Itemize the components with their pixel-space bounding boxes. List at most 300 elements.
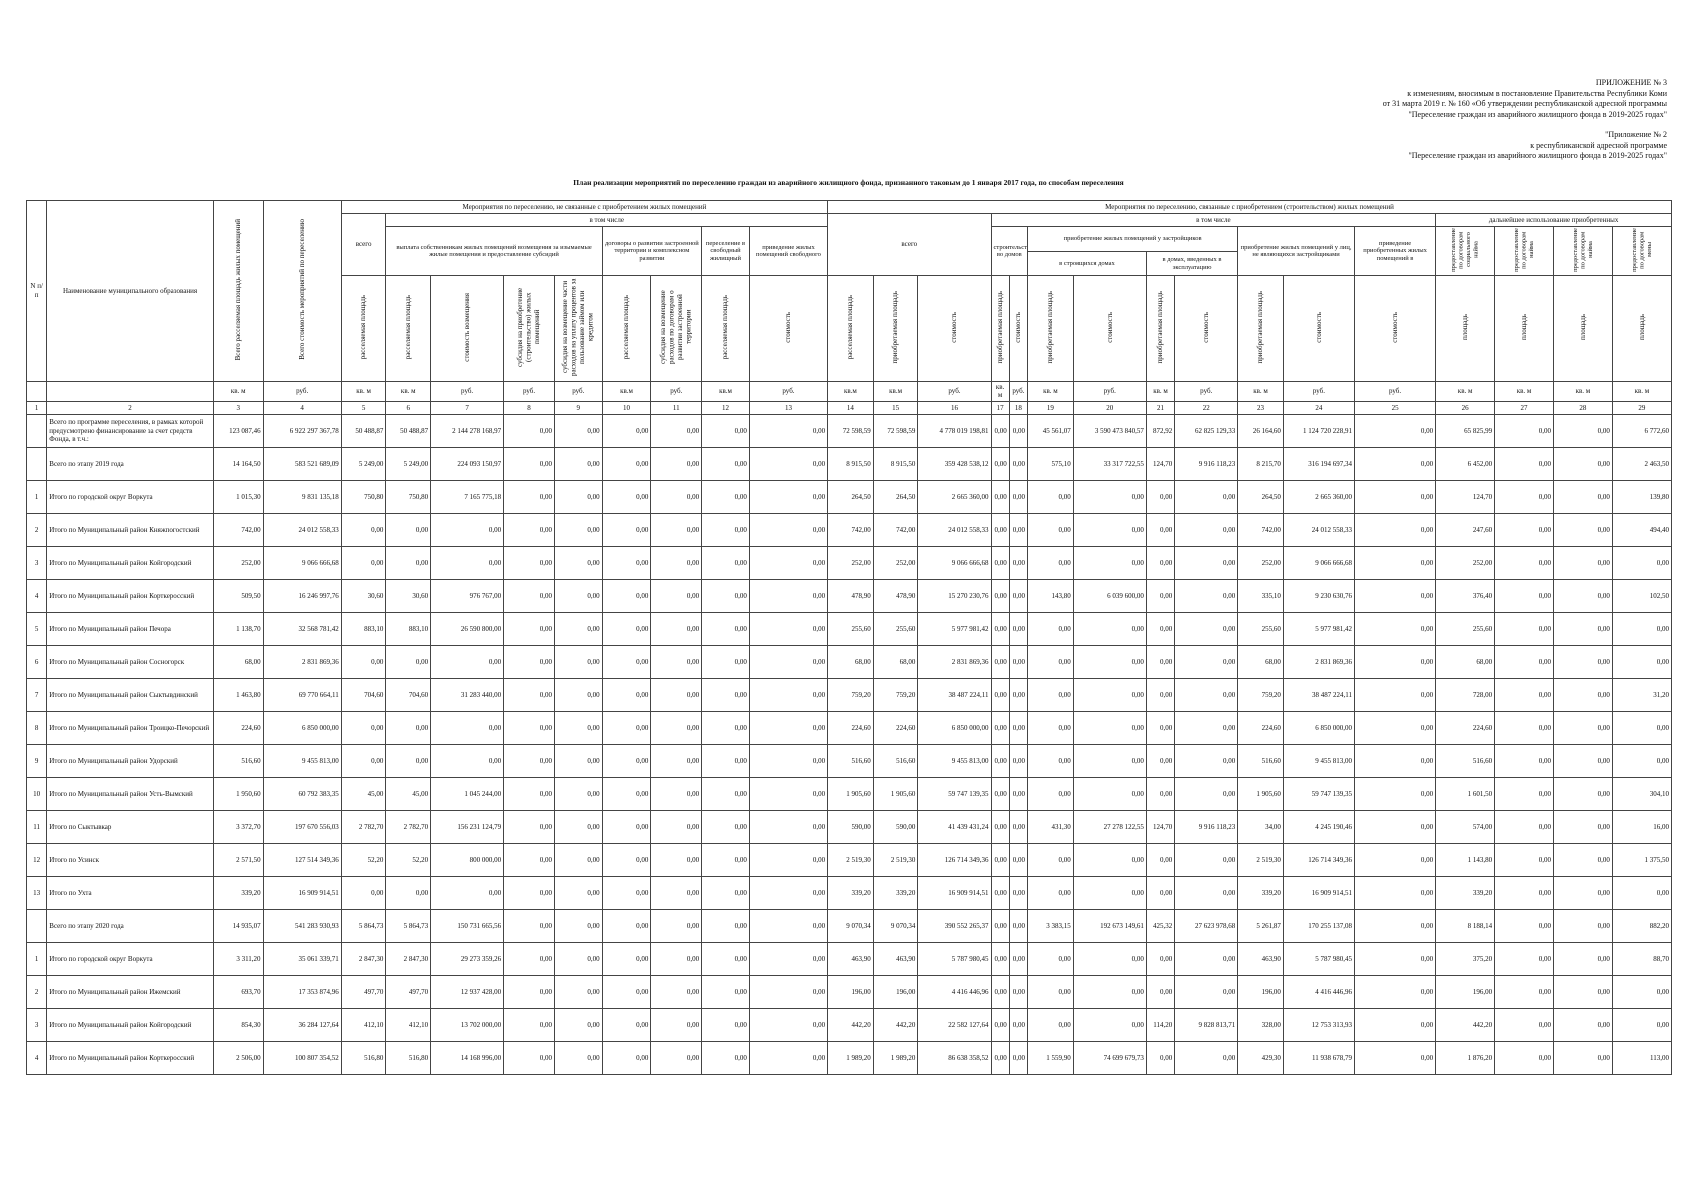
row-value: 516,60 — [1436, 744, 1495, 777]
row-value: 0,00 — [702, 909, 750, 942]
row-value: 0,00 — [1612, 975, 1671, 1008]
row-value: 68,00 — [828, 645, 874, 678]
row-value: 0,00 — [1495, 942, 1554, 975]
row-value: 0,00 — [1612, 1008, 1671, 1041]
row-value: 0,00 — [1028, 843, 1074, 876]
header-vsego: всего — [341, 214, 386, 276]
row-value: 124,70 — [1146, 447, 1174, 480]
row-value: 1 905,60 — [1238, 777, 1284, 810]
row-value: 0,00 — [1495, 744, 1554, 777]
row-value: 5 787 980,45 — [918, 942, 991, 975]
header-c10: расселяемая площадь — [602, 276, 651, 382]
row-value: 14 935,07 — [213, 909, 263, 942]
row-value: 1 989,20 — [828, 1041, 874, 1074]
row-value: 255,60 — [1436, 612, 1495, 645]
row-value: 1 015,30 — [213, 480, 263, 513]
row-value: 0,00 — [749, 942, 827, 975]
row-value: 0,00 — [1175, 579, 1238, 612]
column-number: 24 — [1283, 401, 1354, 414]
row-number: 1 — [27, 480, 47, 513]
row-value: 339,20 — [828, 876, 874, 909]
row-value: 0,00 — [1175, 678, 1238, 711]
row-value: 0,00 — [1009, 645, 1027, 678]
unit-cell: руб. — [504, 381, 555, 401]
row-value: 0,00 — [1495, 909, 1554, 942]
row-value: 50 488,87 — [386, 414, 431, 447]
row-value: 16,00 — [1612, 810, 1671, 843]
row-value: 7 165 775,18 — [431, 480, 504, 513]
row-value: 0,00 — [1495, 546, 1554, 579]
row-value: 0,00 — [504, 777, 555, 810]
row-value: 0,00 — [1146, 513, 1174, 546]
row-value: 509,50 — [213, 579, 263, 612]
unit-cell: кв. м — [341, 381, 386, 401]
row-value: 0,00 — [651, 975, 702, 1008]
row-value: 0,00 — [702, 777, 750, 810]
row-value: 0,00 — [991, 447, 1009, 480]
column-number: 1 — [27, 401, 47, 414]
row-value: 32 568 781,42 — [263, 612, 341, 645]
unit-cell: руб. — [1073, 381, 1146, 401]
row-value: 59 747 139,35 — [918, 777, 991, 810]
row-value: 9 831 135,18 — [263, 480, 341, 513]
unit-cell: кв. м — [1238, 381, 1284, 401]
row-value: 304,10 — [1612, 777, 1671, 810]
row-value: 0,00 — [749, 777, 827, 810]
row-value: 0,00 — [1553, 744, 1612, 777]
row-value: 38 487 224,11 — [918, 678, 991, 711]
row-value: 252,00 — [1436, 546, 1495, 579]
row-value: 0,00 — [991, 711, 1009, 744]
row-value: 0,00 — [602, 645, 651, 678]
row-value: 9 070,34 — [873, 909, 918, 942]
row-value: 114,20 — [1146, 1008, 1174, 1041]
row-value: 0,00 — [386, 744, 431, 777]
row-value: 1 559,90 — [1028, 1041, 1074, 1074]
row-value: 0,00 — [702, 711, 750, 744]
row-value: 255,60 — [873, 612, 918, 645]
row-value: 124,70 — [1436, 480, 1495, 513]
row-value: 516,60 — [213, 744, 263, 777]
table-row — [27, 678, 1672, 711]
row-value: 583 521 689,09 — [263, 447, 341, 480]
row-value: 0,00 — [749, 678, 827, 711]
row-value: 5 977 981,42 — [918, 612, 991, 645]
row-value: 0,00 — [1495, 447, 1554, 480]
row-value: 0,00 — [1175, 546, 1238, 579]
unit-cell-empty — [27, 381, 47, 401]
row-value: 0,00 — [1495, 612, 1554, 645]
row-value: 0,00 — [702, 414, 750, 447]
row-value: 0,00 — [1028, 876, 1074, 909]
row-value: 0,00 — [1146, 777, 1174, 810]
row-value: 0,00 — [1146, 546, 1174, 579]
row-value: 27 623 978,68 — [1175, 909, 1238, 942]
row-value: 0,00 — [749, 1008, 827, 1041]
row-value: 224,60 — [828, 711, 874, 744]
row-value: 9 916 118,23 — [1175, 447, 1238, 480]
row-value: 6 772,60 — [1612, 414, 1671, 447]
row-value: 0,00 — [1009, 513, 1027, 546]
row-value: 68,00 — [1436, 645, 1495, 678]
row-value: 390 552 265,37 — [918, 909, 991, 942]
row-value: 0,00 — [651, 1008, 702, 1041]
row-value: 2 519,30 — [1238, 843, 1284, 876]
row-value: 1 905,60 — [828, 777, 874, 810]
row-value: 0,00 — [1009, 447, 1027, 480]
row-value: 0,00 — [1073, 513, 1146, 546]
row-value: 224 093 150,97 — [431, 447, 504, 480]
unit-cell: кв. м — [213, 381, 263, 401]
row-value: 252,00 — [1238, 546, 1284, 579]
row-value: 4 778 019 198,81 — [918, 414, 991, 447]
row-value: 0,00 — [991, 909, 1009, 942]
row-value: 0,00 — [1553, 414, 1612, 447]
row-number: 2 — [27, 513, 47, 546]
plan-table — [26, 200, 1672, 1075]
table-row — [27, 612, 1672, 645]
row-value: 0,00 — [431, 876, 504, 909]
row-value: 9 066 666,68 — [1283, 546, 1354, 579]
row-value: 0,00 — [1495, 876, 1554, 909]
row-value: 704,60 — [341, 678, 386, 711]
row-value: 0,00 — [341, 513, 386, 546]
row-value: 0,00 — [1028, 777, 1074, 810]
column-number: 17 — [991, 401, 1009, 414]
row-value: 45,00 — [386, 777, 431, 810]
row-value: 0,00 — [991, 1008, 1009, 1041]
unit-cell: руб. — [263, 381, 341, 401]
row-value: 4 416 446,96 — [1283, 975, 1354, 1008]
row-value: 516,60 — [1238, 744, 1284, 777]
row-value: 8 215,70 — [1238, 447, 1284, 480]
row-value: 0,00 — [554, 645, 602, 678]
document-title: План реализации мероприятий по переселению граждан из аварийного жилищного фонда, признанного таковым до 1 января 2017 года, по способам переселения — [573, 178, 1124, 187]
row-value: 16 246 997,76 — [263, 579, 341, 612]
row-value: 0,00 — [602, 942, 651, 975]
row-value: 0,00 — [1175, 843, 1238, 876]
header-vsego2: всего — [828, 214, 991, 276]
table-row — [27, 810, 1672, 843]
row-name: Итого по Муниципальный район Койгородский — [47, 1008, 214, 1041]
row-value: 0,00 — [1612, 645, 1671, 678]
table-row — [27, 414, 1672, 447]
row-value: 359 428 538,12 — [918, 447, 991, 480]
row-value: 150 731 665,56 — [431, 909, 504, 942]
row-value: 0,00 — [554, 546, 602, 579]
row-value: 0,00 — [386, 645, 431, 678]
header-bring-acq: приведение приобретенных жилых помещений в — [1354, 227, 1435, 276]
column-number: 29 — [1612, 401, 1671, 414]
column-number: 18 — [1009, 401, 1027, 414]
row-value: 0,00 — [504, 744, 555, 777]
row-value: 429,30 — [1238, 1041, 1284, 1074]
row-value: 126 714 349,36 — [1283, 843, 1354, 876]
row-value: 0,00 — [1073, 645, 1146, 678]
row-value: 0,00 — [1175, 744, 1238, 777]
row-value: 2 519,30 — [828, 843, 874, 876]
row-value: 192 673 149,61 — [1073, 909, 1146, 942]
unit-cell: кв. м — [1553, 381, 1612, 401]
row-value: 0,00 — [504, 447, 555, 480]
unit-cell-empty — [47, 381, 214, 401]
row-value: 264,50 — [828, 480, 874, 513]
row-value: 2 847,30 — [341, 942, 386, 975]
row-value: 9 066 666,68 — [918, 546, 991, 579]
row-number: 13 — [27, 876, 47, 909]
row-name: Итого по Муниципальный район Удорский — [47, 744, 214, 777]
row-name: Итого по Ухта — [47, 876, 214, 909]
row-value: 6 850 000,00 — [263, 711, 341, 744]
row-value: 0,00 — [1009, 480, 1027, 513]
row-value: 3 383,15 — [1028, 909, 1074, 942]
header-group-acq: Мероприятия по переселению, связанные с приобретением (строительством) жилых помещений — [828, 201, 1672, 214]
row-value: 0,00 — [1146, 678, 1174, 711]
row-value: 2 506,00 — [213, 1041, 263, 1074]
column-number: 9 — [554, 401, 602, 414]
row-value: 0,00 — [504, 513, 555, 546]
row-value: 883,10 — [341, 612, 386, 645]
row-value: 0,00 — [1028, 744, 1074, 777]
row-value: 113,00 — [1612, 1041, 1671, 1074]
header-group-not-acq: Мероприятия по переселению, не связанные с приобретением жилых помещений — [341, 201, 827, 214]
row-value: 0,00 — [1009, 1041, 1027, 1074]
row-value: 0,00 — [1028, 942, 1074, 975]
row-value: 442,20 — [873, 1008, 918, 1041]
row-value: 8 915,50 — [873, 447, 918, 480]
row-value: 0,00 — [554, 414, 602, 447]
row-value: 0,00 — [554, 480, 602, 513]
row-value: 0,00 — [1495, 579, 1554, 612]
row-value: 0,00 — [1553, 480, 1612, 513]
row-value: 463,90 — [828, 942, 874, 975]
column-number: 13 — [749, 401, 827, 414]
row-value: 0,00 — [504, 480, 555, 513]
row-value: 0,00 — [554, 777, 602, 810]
header-c14: расселяемая площадь — [828, 276, 874, 382]
row-value: 0,00 — [554, 612, 602, 645]
row-value: 0,00 — [651, 810, 702, 843]
row-value: 0,00 — [504, 942, 555, 975]
row-value: 6 922 297 367,78 — [263, 414, 341, 447]
row-value: 0,00 — [504, 546, 555, 579]
row-number — [27, 447, 47, 480]
row-value: 0,00 — [1073, 546, 1146, 579]
row-value: 0,00 — [749, 711, 827, 744]
row-value: 27 278 122,55 — [1073, 810, 1146, 843]
column-number: 3 — [213, 401, 263, 414]
header-c5: расселяемая площадь — [341, 276, 386, 382]
column-numbers-row — [27, 401, 1672, 414]
row-value: 35 061 339,71 — [263, 942, 341, 975]
row-value: 0,00 — [602, 777, 651, 810]
row-value: 0,00 — [651, 546, 702, 579]
row-value: 0,00 — [991, 645, 1009, 678]
table-row — [27, 909, 1672, 942]
row-value: 0,00 — [1009, 678, 1027, 711]
row-value: 590,00 — [828, 810, 874, 843]
table-row — [27, 546, 1672, 579]
row-value: 0,00 — [1009, 843, 1027, 876]
row-value: 0,00 — [554, 513, 602, 546]
row-value: 0,00 — [651, 909, 702, 942]
row-value: 14 164,50 — [213, 447, 263, 480]
row-value: 0,00 — [1553, 909, 1612, 942]
row-value: 0,00 — [1495, 975, 1554, 1008]
row-value: 11 938 678,79 — [1283, 1041, 1354, 1074]
row-value: 750,80 — [341, 480, 386, 513]
row-value: 30,60 — [341, 579, 386, 612]
row-value: 0,00 — [991, 513, 1009, 546]
row-value: 0,00 — [1354, 975, 1435, 1008]
row-value: 0,00 — [1495, 414, 1554, 447]
row-name: Итого по городской округ Воркута — [47, 942, 214, 975]
row-value: 0,00 — [1612, 546, 1671, 579]
column-number: 8 — [504, 401, 555, 414]
row-value: 0,00 — [602, 975, 651, 1008]
row-value: 0,00 — [1495, 711, 1554, 744]
row-value: 3 372,70 — [213, 810, 263, 843]
appendix-header — [1383, 78, 1667, 120]
row-value: 0,00 — [651, 513, 702, 546]
row-value: 59 747 139,35 — [1283, 777, 1354, 810]
row-value: 0,00 — [1553, 612, 1612, 645]
row-value: 156 231 124,79 — [431, 810, 504, 843]
row-value: 0,00 — [1495, 513, 1554, 546]
row-value: 41 439 431,24 — [918, 810, 991, 843]
row-value: 0,00 — [991, 678, 1009, 711]
row-value: 976 767,00 — [431, 579, 504, 612]
header-acq-other: приобретение жилых помещений у лиц, не являющихся застройщиками — [1238, 227, 1355, 276]
unit-cell: руб. — [1175, 381, 1238, 401]
row-value: 0,00 — [1146, 612, 1174, 645]
row-value: 0,00 — [1009, 579, 1027, 612]
row-value: 0,00 — [702, 480, 750, 513]
row-value: 0,00 — [1354, 678, 1435, 711]
row-value: 376,40 — [1436, 579, 1495, 612]
row-value: 339,20 — [1238, 876, 1284, 909]
row-value: 0,00 — [1073, 942, 1146, 975]
row-value: 0,00 — [1146, 480, 1174, 513]
header-c11: субсидия на возмещение расходов по договорам о развитии застроенной территории — [651, 276, 702, 382]
row-value: 5 977 981,42 — [1283, 612, 1354, 645]
header-c15: приобретаемая площадь — [873, 276, 918, 382]
header-c6: расселяемая площадь — [386, 276, 431, 382]
row-value: 0,00 — [1009, 1008, 1027, 1041]
row-value: 693,70 — [213, 975, 263, 1008]
table-row — [27, 447, 1672, 480]
row-number: 10 — [27, 777, 47, 810]
row-value: 8 915,50 — [828, 447, 874, 480]
table-row — [27, 975, 1672, 1008]
row-value: 52,20 — [341, 843, 386, 876]
row-value: 0,00 — [602, 678, 651, 711]
row-value: 0,00 — [1354, 1008, 1435, 1041]
row-value: 339,20 — [213, 876, 263, 909]
row-name: Всего по программе переселения, в рамках которой предусмотрено финансирование за счет средств Фонда, в т.ч.: — [47, 414, 214, 447]
row-value: 0,00 — [1073, 843, 1146, 876]
row-value: 126 714 349,36 — [918, 843, 991, 876]
row-number: 4 — [27, 1041, 47, 1074]
column-number: 19 — [1028, 401, 1074, 414]
row-value: 224,60 — [1436, 711, 1495, 744]
row-value: 0,00 — [1612, 612, 1671, 645]
row-value: 742,00 — [873, 513, 918, 546]
row-name: Итого по Муниципальный район Троицко-Печорский — [47, 711, 214, 744]
unit-cell: кв. м — [1028, 381, 1074, 401]
header-name: Наименование муниципального образования — [47, 201, 214, 382]
unit-cell: кв.м — [873, 381, 918, 401]
row-value: 0,00 — [1553, 975, 1612, 1008]
row-value: 86 638 358,52 — [918, 1041, 991, 1074]
row-value: 26 590 800,00 — [431, 612, 504, 645]
row-value: 0,00 — [504, 1041, 555, 1074]
row-value: 5 787 980,45 — [1283, 942, 1354, 975]
row-value: 9 230 630,76 — [1283, 579, 1354, 612]
row-name: Всего по этапу 2020 года — [47, 909, 214, 942]
appendix-line: от 31 марта 2019 г. № 160 «Об утверждении республиканской адресной программы — [1382, 99, 1667, 108]
unit-cell: руб. — [431, 381, 504, 401]
row-value: 0,00 — [1553, 678, 1612, 711]
row-value: 463,90 — [873, 942, 918, 975]
row-value: 442,20 — [828, 1008, 874, 1041]
row-value: 0,00 — [431, 645, 504, 678]
row-value: 516,80 — [386, 1041, 431, 1074]
row-name: Итого по Усинск — [47, 843, 214, 876]
row-value: 9 070,34 — [828, 909, 874, 942]
row-number: 3 — [27, 546, 47, 579]
row-value: 127 514 349,36 — [263, 843, 341, 876]
row-value: 0,00 — [1354, 546, 1435, 579]
row-value: 124,70 — [1146, 810, 1174, 843]
unit-cell: руб. — [554, 381, 602, 401]
row-value: 62 825 129,33 — [1175, 414, 1238, 447]
unit-cell: руб. — [749, 381, 827, 401]
row-value: 0,00 — [602, 711, 651, 744]
row-number: 6 — [27, 645, 47, 678]
row-value: 2 831 869,36 — [263, 645, 341, 678]
row-value: 0,00 — [991, 744, 1009, 777]
row-value: 0,00 — [1553, 1041, 1612, 1074]
row-value: 0,00 — [1009, 876, 1027, 909]
row-value: 742,00 — [828, 513, 874, 546]
row-value: 1 989,20 — [873, 1041, 918, 1074]
row-value: 31,20 — [1612, 678, 1671, 711]
row-value: 0,00 — [1073, 1008, 1146, 1041]
row-value: 0,00 — [1495, 480, 1554, 513]
row-value: 0,00 — [602, 1041, 651, 1074]
row-value: 0,00 — [702, 612, 750, 645]
row-number: 12 — [27, 843, 47, 876]
row-value: 247,60 — [1436, 513, 1495, 546]
row-value: 0,00 — [1028, 975, 1074, 1008]
row-value: 0,00 — [1146, 711, 1174, 744]
unit-cell: руб. — [1283, 381, 1354, 401]
row-value: 4 245 190,46 — [1283, 810, 1354, 843]
row-value: 516,60 — [873, 744, 918, 777]
row-value: 16 909 914,51 — [1283, 876, 1354, 909]
row-value: 463,90 — [1238, 942, 1284, 975]
row-value: 5 864,73 — [386, 909, 431, 942]
row-value: 0,00 — [341, 876, 386, 909]
header-c29: площадь — [1612, 276, 1671, 382]
row-value: 0,00 — [1354, 777, 1435, 810]
row-value: 0,00 — [702, 447, 750, 480]
unit-cell: кв.м — [828, 381, 874, 401]
header-c25: стоимость — [1354, 276, 1435, 382]
table-row — [27, 777, 1672, 810]
row-value: 9 916 118,23 — [1175, 810, 1238, 843]
